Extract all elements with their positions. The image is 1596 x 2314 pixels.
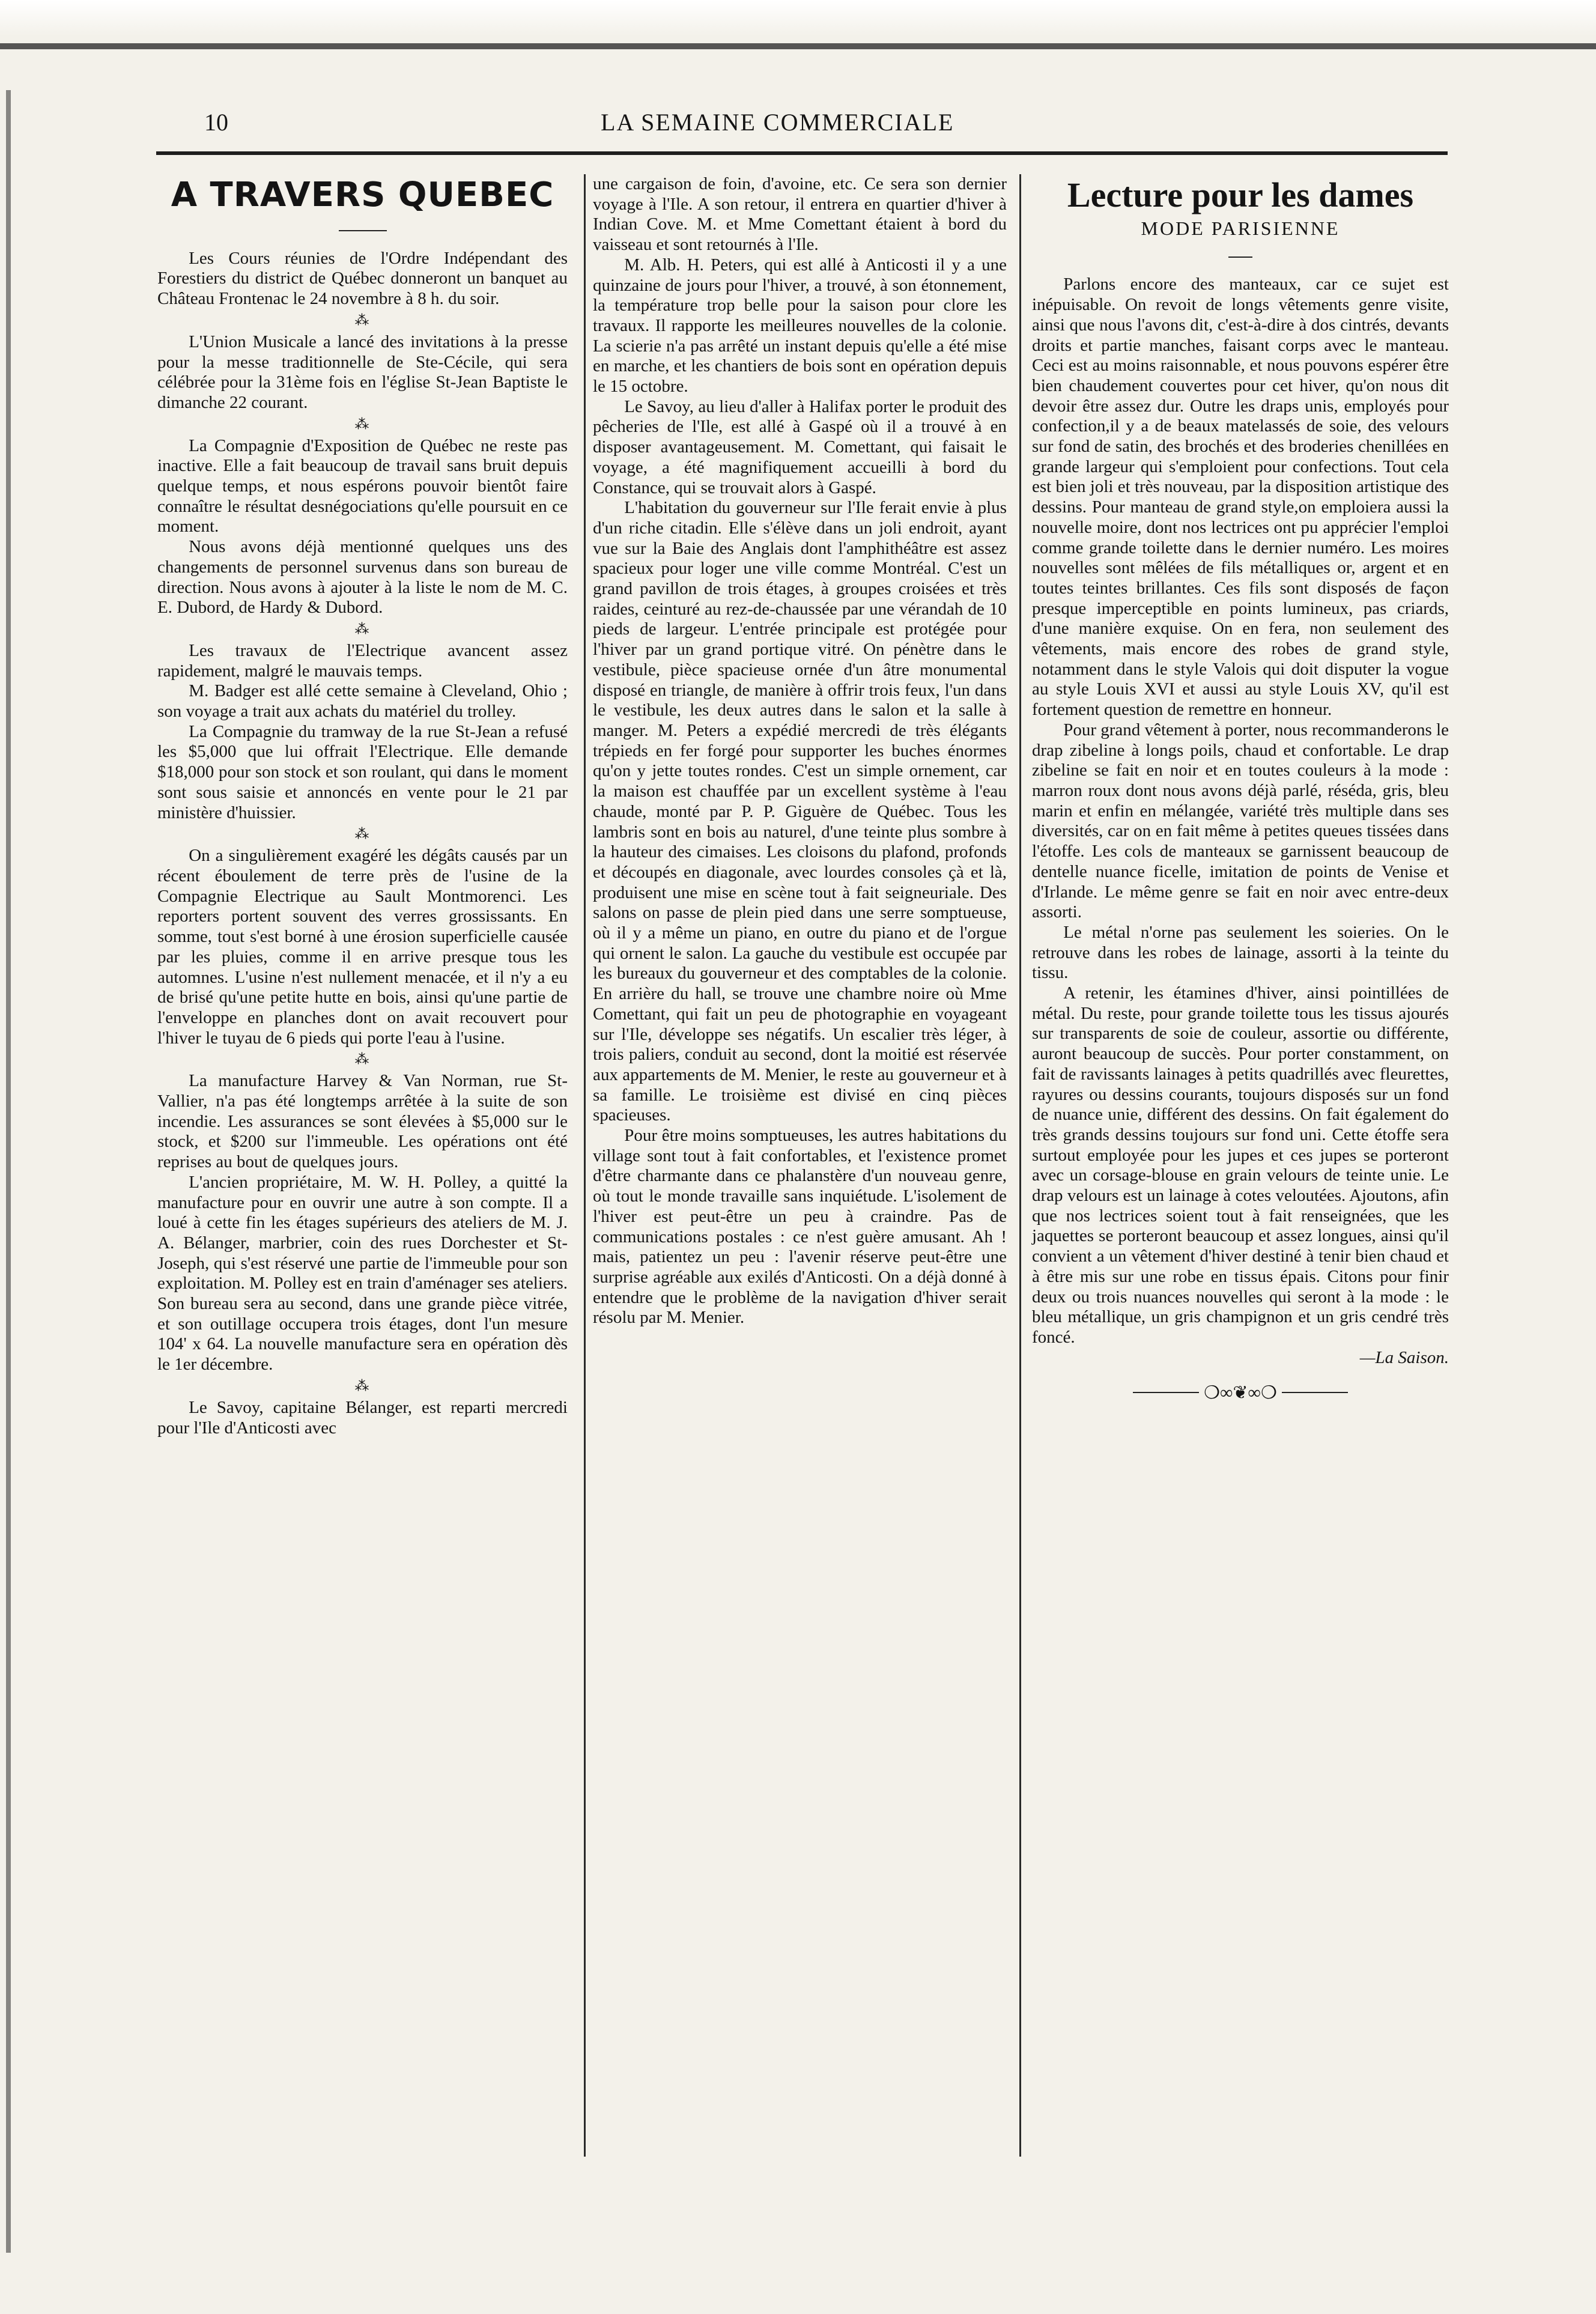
subheading: MODE PARISIENNE	[1141, 217, 1340, 239]
article-paragraph: La Compagnie du tramway de la rue St-Jean a refusé les $5,000 que lui offrait l'Electrique. Elle demande $18,000 pour son stock et son roulant, qui dans le moment sont sous saisie et annoncés en vente pour le 21 par ministère d'huissier.	[157, 721, 568, 822]
article-signature: —La Saison.	[1359, 1347, 1449, 1367]
scan-top-line	[0, 43, 1596, 49]
article-paragraph: Les Cours réunies de l'Ordre Indépendant des Forestiers du district de Québec donneront un banquet au Château Frontenac le 24 novembre à 8 h. du soir.	[157, 248, 568, 309]
article-paragraph: Les travaux de l'Electrique avancent assez rapidement, malgré le mauvais temps.	[157, 640, 568, 681]
column-divider	[1019, 174, 1021, 2157]
asterism-icon: ⁂	[354, 1378, 371, 1394]
masthead: LA SEMAINE COMMERCIALE	[601, 109, 954, 136]
asterism-icon: ⁂	[354, 1052, 371, 1068]
article-paragraph: La manufacture Harvey & Van Norman, rue St-Vallier, n'a pas été longtemps arrêtée à la suite de son incendie. Les assurances se sont élevées à $5,000 sur le stock, et $200 sur l'immeuble. Les opérations ont été reprises au bout de quelques jours.	[157, 1071, 568, 1172]
headline-lecture-pour-les-dames: Lecture pour les dames	[1067, 175, 1414, 214]
article-paragraph: Parlons encore des manteaux, car ce sujet est inépuisable. On revoit de longs vêtements genre visite, ainsi que nous l'avons dit, c'est-à-dire à dos cintrés, devants droits et partie manches, faisant corps avec le manteau. Ceci est au moins raisonnable, et nous pouvons espérer être bien chaudement couvertes pour cet hiver, qu'on nous dit devoir être assez dur. Outre les draps unis, employés pour confection,il y a de beaux matelassés de soie, des velours sur fond de satin, des brochés et des broderies chenillées en grande largeur qui s'emploient pour confections. Tout cela est bien joli et très nouveau, par la disposition artistique des dessins. Pour manteau de grand style,on emploiera aussi la nouvelle moire, dont nos lectrices ont pu apprécier l'emploi comme grande toilette dans le dernier numéro. Les moires nouvelles sont mêlées de fils métalliques or, argent et en toutes teintes brillantes. Ces fils sont disposés de façon presque imperceptible en points lumineux, pas criards, d'une manière exquise. On en fera, non seulement des vêtements, mais encore des robes de grand style, notamment dans le style Valois qui doit disputer la vogue au style Louis XVI et aussi au style Louis XV, qu'il est fortement question de remettre en honneur.	[1032, 275, 1449, 720]
article-paragraph: M. Alb. H. Peters, qui est allé à Anticosti il y a une quinzaine de jours pour l'hiver, a trouvé, à son étonnement, la température trop belle pour la saison pour clore les travaux. Il rapporte les meilleures nouvelles de la colonie. La scierie n'a pas arrêté un instant depuis qu'elle a été mise en marche, et les chantiers de bois sont en opération depuis le 15 octobre.	[593, 255, 1007, 396]
header-rule	[156, 151, 1448, 155]
asterism-icon: ⁂	[354, 416, 371, 433]
column-1	[157, 174, 575, 2175]
article-paragraph: L'habitation du gouverneur sur l'Ile ferait envie à plus d'un riche citadin. Elle s'élève dans un joli endroit, ayant vue sur la Baie des Anglais dont l'amphithéâtre est assez spacieux pour loger une ville comme Montréal. C'est un grand pavillon de trois étages, à groupes croisées et très raides, ceinturé au rez-de-chaussée par une vérandah de 10 pieds de largeur. L'entrée principale est protégée pour l'hiver par un grand portique vitré. On pénètre dans le vestibule, pièce spacieuse ornée d'un âtre monumental disposé en triangle, de manière à offrir trois feux, l'un dans le vestibule, les deux autres dans le salon et la salle à manger. M. Peters a expédié mercredi de très élégants trépieds en fer forgé pour supporter les buches énormes qu'on y jette toutes rondes. C'est un simple ornement, car la maison est chauffée par un excellent système à l'eau chaude, monté par P. P. Giguère de Québec. Tous les lambris sont en bois au naturel, d'une teinte plus sombre à la hauteur des cimaises. Les cloisons du plafond, profonds et découpés en diagonale, avec lourdes consoles çà et là, produisent une mise en scène tout à fait seigneuriale. Des salons on passe de plein pied dans une serre somptueuse, où il y a même un piano, en outre du piano et de l'orgue qui ornent le salon. La gauche du vestibule est occupée par les bureaux du gouverneur et des comptables de la colonie. En arrière du hall, se trouve une chambre noire où Mme Comettant, qui fait un peu de photographie en voyageant sur l'Ile, développe ses négatifs. Un escalier très léger, à trois paliers, conduit au second, dont la moitié est réservée aux appartements de M. Menier, le reste au gouverneur et à sa famille. Le troisième est divisé en cinq pièces spacieuses.	[593, 498, 1007, 1125]
column-2	[593, 174, 1010, 2175]
asterism-icon: ⁂	[354, 827, 371, 843]
article-paragraph: une cargaison de foin, d'avoine, etc. Ce sera son dernier voyage à l'Ile. A son retour, il entrera en quartier d'hiver à Indian Cove. M. et Mme Comettant étaient à bord du vaisseau et sont retournés à l'Ile.	[593, 174, 1007, 255]
article-paragraph: Le métal n'orne pas seulement les soieries. On le retrouve dans les robes de lainage, assorti à la teinte du tissu.	[1032, 922, 1449, 983]
headline-a-travers-quebec: A TRAVERS QUEBEC	[171, 175, 554, 214]
article-paragraph: On a singulièrement exagéré les dégâts causés par un récent éboulement de terre près de l'usine de la Compagnie Electrique au Sault Montmorenci. Les reporters portent souvent des verres grossissants. En somme, tout s'est borné à une érosion superficielle causée par les pluies, comme il en arrive presque tous les automnes. L'usine n'est nullement menacée, et il n'y a eu de brisé qu'une petite hutte en bois, ainsi qu'une partie de l'enveloppe en planches dont on avait recouvert pour l'hiver le tuyau de 6 pieds qui porte l'eau à l'usine.	[157, 846, 568, 1048]
separator-dash	[157, 220, 568, 240]
asterism-icon: ⁂	[354, 312, 371, 329]
page-header	[204, 108, 1442, 150]
article-paragraph: Le Savoy, capitaine Bélanger, est reparti mercredi pour l'Ile d'Anticosti avec	[157, 1397, 568, 1438]
column-divider	[584, 174, 586, 2157]
article-paragraph: Nous avons déjà mentionné quelques uns des changements de personnel survenus dans son bureau de direction. Nous avons à ajouter à la liste le nom de M. C. E. Dubord, de Hardy & Dubord.	[157, 537, 568, 618]
article-paragraph: La Compagnie d'Exposition de Québec ne reste pas inactive. Elle a fait beaucoup de travail sans bruit depuis quelque temps, et nous espérons pouvoir bientôt faire connaître le résultat desnégociations qu'elle poursuit en ce moment.	[157, 436, 568, 536]
page-number: 10	[204, 109, 228, 136]
article-paragraph: Pour être moins somptueuses, les autres habitations du village sont tout à fait confortables, et l'existence promet d'être charmante dans ce phalanstère d'un nouveau genre, où tout le monde travaille sans inquiétude. L'isolement de l'hiver est peut-être un peu à craindre. Pas de communications postales : ce n'est guère amusant. Ah ! mais, patientez un peu : l'avenir réserve peut-être une surprise agréable aux exilés d'Anticosti. On a déjà donné à entendre que le problème de la navigation d'hiver serait résolu par M. Menier.	[593, 1126, 1007, 1328]
article-paragraph: A retenir, les étamines d'hiver, ainsi pointillées de métal. Du reste, pour grande toilette tous les tissus ajourés sur transparents de soie de couleur, assortie ou différente, auront beaucoup de succès. Pour porter constamment, on fait de ravissants lainages à petits quadrillés avec fleurettes, rayures ou dessins courants, toujours disposés sur un fond de nuance unie, différent des dessins. On fait également do très grands dessins toujours sur fond uni. Cette étoffe sera surtout employée pour les jupes et ces jupes se porteront avec un corsage-blouse en grain velours de teinte unie. Le drap velours est un lainage à cotes veloutées. Ajoutons, afin que nos lectrices soient tout à fait renseignées, que les jaquettes se porteront beaucoup et assez longues, ainsi qu'il convient a un vêtement d'hiver destiné à tenir bien chaud et à être mis sur une robe en tissus épais. Citons pour finir deux ou trois nuances nouvelles qui seront à la mode : le bleu métallique, un gris champignon et un gris cendré très foncé.	[1032, 983, 1449, 1347]
scan-left-edge	[6, 90, 11, 2253]
separator-dash	[1032, 246, 1449, 267]
scan-top-band	[0, 0, 1596, 36]
end-ornament-icon: ❍∞❦∞❍	[1032, 1381, 1449, 1403]
article-paragraph: L'ancien propriétaire, M. W. H. Polley, a quitté la manufacture pour en ouvrir une autre à son compte. Il a loué à cette fin les étages supérieurs des ateliers de M. J. A. Bélanger, marbrier, coin des rues Dorchester et St-Joseph, qui s'est réservé une partie de l'immeuble pour son exploitation. M. Polley est en train d'aménager ses ateliers. Son bureau sera au second, dans une grande pièce vitrée, et son outillage occupera trois étages, dont l'un mesure 104' x 64. La nouvelle manufacture sera en opération dès le 1er décembre.	[157, 1172, 568, 1374]
article-paragraph: M. Badger est allé cette semaine à Cleveland, Ohio ; son voyage a trait aux achats du matériel du trolley.	[157, 681, 568, 721]
asterism-icon: ⁂	[354, 621, 371, 637]
column-3	[1028, 174, 1449, 2175]
article-paragraph: L'Union Musicale a lancé des invitations à la presse pour la messe traditionnelle de Ste-Cécile, qui sera célébrée pour la 31ème fois en l'église St-Jean Baptiste le dimanche 22 courant.	[157, 332, 568, 412]
article-paragraph: Pour grand vêtement à porter, nous recommanderons le drap zibeline à longs poils, chaud et confortable. Le drap zibeline se fait en noir et en toutes couleurs à la mode : marron roux dont nous avons déjà parlé, réséda, gris, bleu marin et enfin en mélangée, variété très multiple dans ses diversités, car on en fait même à petites queues tissées dans l'étoffe. Les cols de manteaux se garnissent beaucoup de dentelle nuance ficelle, imitation de points de Venise et d'Irlande. Le même genre se fait en noir avec entre-deux assorti.	[1032, 720, 1449, 922]
article-paragraph: Le Savoy, au lieu d'aller à Halifax porter le produit des pêcheries de l'Ile, est allé à Gaspé où il a trouvé à en disposer avantageusement. M. Comettant, qui faisait le voyage, a été magnifiquement accueilli à bord du Constance, qui se trouvait alors à Gaspé.	[593, 396, 1007, 497]
